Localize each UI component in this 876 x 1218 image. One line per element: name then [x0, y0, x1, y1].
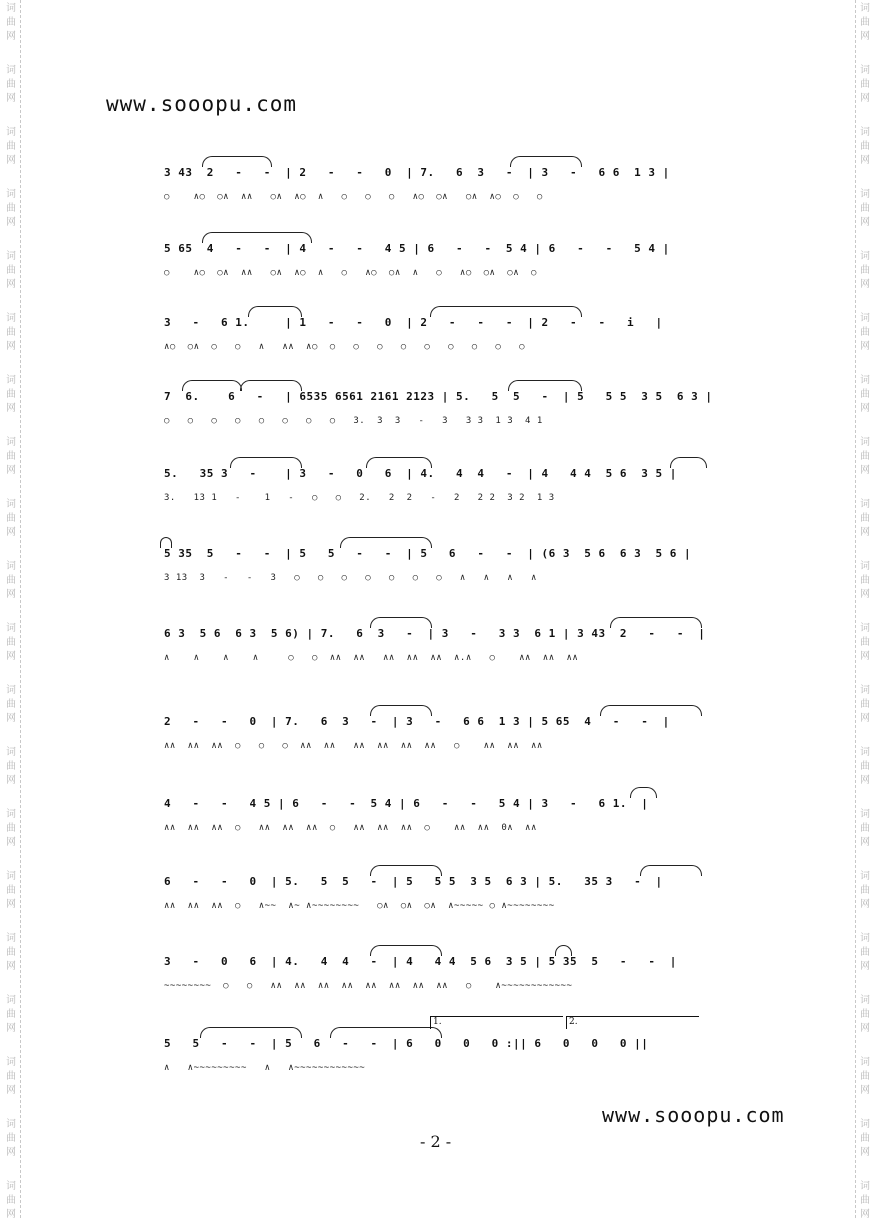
- watermark-glyph: 曲: [860, 265, 870, 276]
- watermark-glyph-group: [2, 496, 20, 558]
- watermark-glyph: 网: [860, 961, 870, 972]
- watermark-glyph: 网: [6, 1085, 16, 1096]
- watermark-glyph-group: [856, 992, 874, 1054]
- watermark-glyph: 曲: [860, 1133, 870, 1144]
- slur-arc: [370, 865, 442, 876]
- melody-line: 5 35 5 - - | 5 5 - - | 5 6 - - | (6 3 5 6 6 3 5 6 |: [164, 547, 692, 560]
- watermark-glyph-group: [2, 186, 20, 248]
- watermark-glyph: 网: [860, 31, 870, 42]
- articulation-line: ∧○ ○∧ ○ ○ ∧ ∧∧ ∧○ ○ ○ ○ ○ ○ ○ ○ ○ ○: [164, 342, 526, 352]
- watermark-glyph: 曲: [860, 761, 870, 772]
- watermark-glyph: 词: [860, 809, 870, 820]
- watermark-glyph: 词: [860, 127, 870, 138]
- melody-line: 5 5 - - | 5 6 - - | 6 0 0 0 :|| 6 0 0 0 ||: [164, 1037, 649, 1050]
- slur-arc: [202, 232, 312, 243]
- watermark-glyph-group: [856, 1178, 874, 1218]
- watermark-glyph: 网: [860, 651, 870, 662]
- watermark-glyph-group: [856, 248, 874, 310]
- slur-arc: [366, 457, 432, 468]
- watermark-glyph: 网: [6, 93, 16, 104]
- watermark-glyph: 词: [860, 251, 870, 262]
- watermark-glyph: 词: [860, 189, 870, 200]
- score-row: [160, 547, 710, 587]
- watermark-glyph-group: [2, 248, 20, 310]
- score-row: [160, 715, 710, 755]
- slur-arc: [640, 865, 702, 876]
- watermark-glyph: 网: [6, 155, 16, 166]
- watermark-glyph-group: [856, 310, 874, 372]
- watermark-glyph: 词: [6, 1181, 16, 1192]
- watermark-glyph: 曲: [860, 389, 870, 400]
- watermark-glyph-group: [856, 620, 874, 682]
- slur-arc: [510, 156, 582, 167]
- score-row: [160, 1037, 710, 1077]
- score-row: [160, 797, 710, 837]
- watermark-glyph: 曲: [860, 327, 870, 338]
- articulation-line: 3. 13 1 - 1 - ○ ○ 2. 2 2 - 2 2 2 3 2 1 3: [164, 493, 555, 503]
- watermark-glyph: 词: [860, 933, 870, 944]
- watermark-glyph: 曲: [860, 699, 870, 710]
- watermark-glyph: 曲: [6, 885, 16, 896]
- watermark-glyph: 曲: [6, 327, 16, 338]
- volta-second-ending: 2.: [566, 1016, 699, 1029]
- watermark-glyph: 曲: [6, 265, 16, 276]
- melody-line: 3 43 2 - - | 2 - - 0 | 7. 6 3 - | 3 - 6 6 1 3 |: [164, 166, 670, 179]
- slur-arc: [240, 380, 302, 391]
- watermark-glyph: 曲: [860, 575, 870, 586]
- slur-arc: [340, 537, 432, 548]
- score-row: [160, 390, 713, 430]
- score-row: [160, 166, 710, 206]
- articulation-line: ∧∧ ∧∧ ∧∧ ○ ○ ○ ∧∧ ∧∧ ∧∧ ∧∧ ∧∧ ∧∧ ○ ∧∧ ∧∧ ∧∧: [164, 741, 543, 751]
- watermark-glyph: 词: [6, 251, 16, 262]
- watermark-glyph: 词: [6, 437, 16, 448]
- watermark-glyph: 曲: [6, 79, 16, 90]
- articulation-line: ○ ○ ○ ○ ○ ○ ○ ○ 3. 3 3 - 3 3 3 1 3 4 1: [164, 416, 543, 426]
- articulation-line: 3 13 3 - - 3 ○ ○ ○ ○ ○ ○ ○ ∧ ∧ ∧ ∧: [164, 573, 537, 583]
- watermark-glyph: 曲: [860, 513, 870, 524]
- watermark-glyph: 曲: [860, 17, 870, 28]
- watermark-glyph-group: [856, 1116, 874, 1178]
- slur-arc: [600, 705, 702, 716]
- watermark-glyph: 词: [6, 1057, 16, 1068]
- watermark-glyph: 曲: [860, 637, 870, 648]
- watermark-glyph: 网: [860, 1023, 870, 1034]
- watermark-glyph: 词: [6, 685, 16, 696]
- watermark-glyph: 曲: [6, 637, 16, 648]
- watermark-glyph: 曲: [6, 513, 16, 524]
- watermark-glyph: 曲: [860, 1195, 870, 1206]
- watermark-glyph-group: [2, 0, 20, 62]
- watermark-glyph: 词: [860, 1181, 870, 1192]
- watermark-glyph: 网: [860, 279, 870, 290]
- score-row: [160, 875, 710, 915]
- watermark-glyph: 网: [6, 527, 16, 538]
- watermark-glyph: 曲: [860, 947, 870, 958]
- watermark-glyph: 曲: [6, 947, 16, 958]
- slur-arc: [555, 945, 572, 956]
- watermark-glyph: 词: [6, 871, 16, 882]
- watermark-glyph: 词: [860, 871, 870, 882]
- slur-arc: [670, 457, 707, 468]
- watermark-glyph-group: [2, 930, 20, 992]
- watermark-glyph: 词: [6, 747, 16, 758]
- slur-arc: [508, 380, 582, 391]
- melody-line: 3 - 0 6 | 4. 4 4 - | 4 4 4 5 6 3 5 | 5 35 5 - - |: [164, 955, 677, 968]
- watermark-glyph: 网: [6, 341, 16, 352]
- watermark-glyph: 词: [6, 933, 16, 944]
- watermark-glyph: 网: [860, 589, 870, 600]
- watermark-glyph-group: [856, 496, 874, 558]
- side-watermark-right: [855, 0, 874, 1218]
- watermark-glyph: 词: [6, 189, 16, 200]
- watermark-glyph-group: [2, 868, 20, 930]
- slur-arc: [160, 537, 172, 548]
- melody-line: 3 - 6 1. | 1 - - 0 | 2 - - - | 2 - - i |: [164, 316, 663, 329]
- watermark-glyph-group: [2, 372, 20, 434]
- watermark-glyph: 词: [6, 65, 16, 76]
- watermark-glyph: 曲: [6, 451, 16, 462]
- watermark-glyph: 词: [860, 747, 870, 758]
- watermark-glyph-group: [856, 186, 874, 248]
- watermark-glyph-group: [856, 558, 874, 620]
- watermark-glyph: 词: [860, 685, 870, 696]
- watermark-glyph: 词: [6, 561, 16, 572]
- watermark-glyph: 词: [860, 1057, 870, 1068]
- watermark-glyph: 词: [6, 1119, 16, 1130]
- watermark-glyph: 网: [6, 217, 16, 228]
- watermark-glyph: 词: [6, 623, 16, 634]
- watermark-glyph-group: [2, 992, 20, 1054]
- watermark-glyph: 网: [6, 589, 16, 600]
- watermark-glyph: 曲: [860, 141, 870, 152]
- slur-arc: [248, 306, 302, 317]
- watermark-glyph: 曲: [860, 885, 870, 896]
- articulation-line: ∧ ∧ ∧ ∧ ○ ○ ∧∧ ∧∧ ∧∧ ∧∧ ∧∧ ∧.∧ ○ ∧∧ ∧∧ ∧∧: [164, 653, 579, 663]
- watermark-glyph: 网: [6, 1147, 16, 1158]
- articulation-line: ∧∧ ∧∧ ∧∧ ○ ∧∧ ∧∧ ∧∧ ○ ∧∧ ∧∧ ∧∧ ○ ∧∧ ∧∧ 0∧ ∧∧: [164, 823, 537, 833]
- watermark-glyph: 词: [6, 313, 16, 324]
- watermark-glyph: 网: [860, 217, 870, 228]
- watermark-glyph: 词: [6, 499, 16, 510]
- watermark-glyph: 词: [860, 3, 870, 14]
- watermark-glyph: 网: [860, 1209, 870, 1218]
- melody-line: 6 - - 0 | 5. 5 5 - | 5 5 5 3 5 6 3 | 5. 35 3 - |: [164, 875, 663, 888]
- watermark-glyph: 网: [860, 899, 870, 910]
- slur-arc: [370, 617, 432, 628]
- watermark-glyph: 词: [860, 375, 870, 386]
- melody-line: 5 65 4 - - | 4 - - 4 5 | 6 - - 5 4 | 6 - - 5 4 |: [164, 242, 670, 255]
- watermark-glyph: 曲: [6, 823, 16, 834]
- watermark-glyph: 网: [6, 465, 16, 476]
- watermark-glyph: 网: [860, 155, 870, 166]
- watermark-glyph: 网: [860, 1147, 870, 1158]
- watermark-glyph-group: [2, 1116, 20, 1178]
- watermark-glyph: 词: [860, 65, 870, 76]
- slur-arc: [200, 1027, 302, 1038]
- watermark-glyph: 网: [6, 899, 16, 910]
- melody-line: 5. 35 3 - | 3 - 0 6 | 4. 4 4 - | 4 4 4 5 6 3 5 |: [164, 467, 677, 480]
- score-row: [160, 316, 710, 356]
- watermark-glyph: 曲: [6, 1195, 16, 1206]
- watermark-glyph: 曲: [6, 17, 16, 28]
- watermark-glyph: 网: [6, 713, 16, 724]
- watermark-glyph: 词: [860, 313, 870, 324]
- watermark-glyph-group: [2, 310, 20, 372]
- volta-first-ending: 1.: [430, 1016, 563, 1029]
- watermark-glyph: 曲: [6, 1133, 16, 1144]
- watermark-glyph-group: [2, 558, 20, 620]
- watermark-glyph-group: [856, 62, 874, 124]
- melody-line: 4 - - 4 5 | 6 - - 5 4 | 6 - - 5 4 | 3 - 6 1. |: [164, 797, 649, 810]
- watermark-glyph: 曲: [860, 1009, 870, 1020]
- articulation-line: ~~~~~~~~ ○ ○ ∧∧ ∧∧ ∧∧ ∧∧ ∧∧ ∧∧ ∧∧ ∧∧ ○ ∧~~~~~~~~~~~~: [164, 981, 573, 991]
- watermark-glyph: 网: [860, 713, 870, 724]
- articulation-line: ○ ∧○ ○∧ ∧∧ ○∧ ∧○ ∧ ○ ○ ○ ∧○ ○∧ ○∧ ∧○ ○ ○: [164, 192, 543, 202]
- watermark-glyph: 网: [6, 1023, 16, 1034]
- watermark-glyph: 网: [6, 31, 16, 42]
- watermark-glyph-group: [856, 744, 874, 806]
- watermark-glyph: 词: [6, 995, 16, 1006]
- watermark-glyph: 网: [860, 465, 870, 476]
- slur-arc: [330, 1027, 442, 1038]
- watermark-glyph: 网: [6, 651, 16, 662]
- watermark-glyph: 词: [860, 623, 870, 634]
- watermark-glyph-group: [2, 434, 20, 496]
- page-number: - 2 -: [420, 1132, 452, 1151]
- watermark-glyph-group: [2, 620, 20, 682]
- watermark-glyph: 曲: [860, 823, 870, 834]
- slur-arc: [182, 380, 242, 391]
- watermark-glyph-group: [856, 806, 874, 868]
- watermark-glyph: 网: [860, 837, 870, 848]
- watermark-glyph: 曲: [860, 203, 870, 214]
- watermark-glyph-group: [856, 930, 874, 992]
- melody-line: 2 - - 0 | 7. 6 3 - | 3 - 6 6 1 3 | 5 65 4 - - |: [164, 715, 670, 728]
- watermark-glyph-group: [2, 744, 20, 806]
- melody-line: 7 6. 6 - | 6535 6561 2161 2123 | 5. 5 5 - | 5 5 5 3 5 6 3 |: [164, 390, 713, 403]
- watermark-glyph: 词: [860, 561, 870, 572]
- slur-arc: [370, 705, 432, 716]
- side-watermark-left: [2, 0, 21, 1218]
- watermark-glyph: 词: [860, 1119, 870, 1130]
- watermark-glyph: 网: [6, 403, 16, 414]
- watermark-glyph: 网: [6, 775, 16, 786]
- score-row: [160, 627, 710, 667]
- watermark-glyph-group: [856, 434, 874, 496]
- watermark-glyph: 网: [6, 837, 16, 848]
- watermark-glyph-group: [2, 682, 20, 744]
- score-row: [160, 467, 710, 507]
- articulation-line: ∧ ∧~~~~~~~~~ ∧ ∧~~~~~~~~~~~~: [164, 1063, 366, 1073]
- watermark-glyph: 网: [860, 1085, 870, 1096]
- watermark-glyph-group: [856, 372, 874, 434]
- watermark-glyph: 曲: [6, 761, 16, 772]
- watermark-glyph: 曲: [6, 1071, 16, 1082]
- footer-site-url: www.sooopu.com: [602, 1103, 785, 1127]
- watermark-glyph: 曲: [6, 1009, 16, 1020]
- watermark-glyph: 词: [6, 809, 16, 820]
- watermark-glyph: 网: [860, 527, 870, 538]
- watermark-glyph-group: [2, 124, 20, 186]
- watermark-glyph: 词: [6, 127, 16, 138]
- watermark-glyph: 曲: [860, 1071, 870, 1082]
- watermark-glyph: 曲: [6, 203, 16, 214]
- watermark-glyph-group: [856, 124, 874, 186]
- header-site-url: www.sooopu.com: [106, 92, 298, 116]
- slur-arc: [430, 306, 582, 317]
- watermark-glyph: 曲: [860, 451, 870, 462]
- watermark-glyph-group: [2, 62, 20, 124]
- watermark-glyph: 网: [860, 403, 870, 414]
- slur-arc: [370, 945, 442, 956]
- watermark-glyph: 曲: [6, 699, 16, 710]
- watermark-glyph: 词: [6, 3, 16, 14]
- slur-arc: [610, 617, 702, 628]
- watermark-glyph: 网: [6, 279, 16, 290]
- watermark-glyph: 网: [6, 961, 16, 972]
- score-row: [160, 242, 710, 282]
- melody-line: 6 3 5 6 6 3 5 6) | 7. 6 3 - | 3 - 3 3 6 1 | 3 43 2 - - |: [164, 627, 706, 640]
- watermark-glyph-group: [856, 0, 874, 62]
- watermark-glyph: 词: [6, 375, 16, 386]
- watermark-glyph: 网: [860, 93, 870, 104]
- watermark-glyph-group: [2, 806, 20, 868]
- slur-arc: [230, 457, 302, 468]
- watermark-glyph: 词: [860, 499, 870, 510]
- slur-arc: [202, 156, 272, 167]
- slur-arc: [630, 787, 657, 798]
- watermark-glyph-group: [2, 1178, 20, 1218]
- watermark-glyph: 曲: [6, 389, 16, 400]
- watermark-glyph: 曲: [860, 79, 870, 90]
- watermark-glyph: 曲: [6, 575, 16, 586]
- watermark-glyph: 网: [6, 1209, 16, 1218]
- watermark-glyph-group: [856, 868, 874, 930]
- watermark-glyph: 网: [860, 341, 870, 352]
- articulation-line: ○ ∧○ ○∧ ∧∧ ○∧ ∧○ ∧ ○ ∧○ ○∧ ∧ ○ ∧○ ○∧ ○∧ ○: [164, 268, 537, 278]
- watermark-glyph: 词: [860, 995, 870, 1006]
- watermark-glyph: 曲: [6, 141, 16, 152]
- articulation-line: ∧∧ ∧∧ ∧∧ ○ ∧~~ ∧~ ∧~~~~~~~~ ○∧ ○∧ ○∧ ∧~~~~~ ○ ∧~~~~~~~~: [164, 901, 555, 911]
- score-row: [160, 955, 710, 995]
- watermark-glyph-group: [856, 1054, 874, 1116]
- watermark-glyph-group: [2, 1054, 20, 1116]
- watermark-glyph: 词: [860, 437, 870, 448]
- watermark-glyph-group: [856, 682, 874, 744]
- watermark-glyph: 网: [860, 775, 870, 786]
